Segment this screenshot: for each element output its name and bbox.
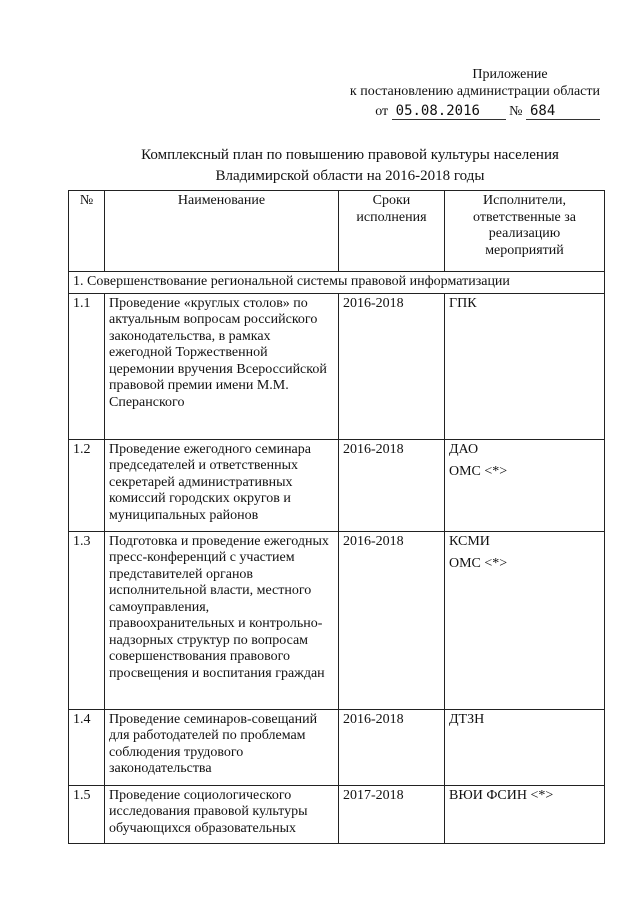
executor: ДТЗН: [449, 711, 485, 727]
document-title: [60, 145, 640, 187]
plan-table: [68, 190, 605, 844]
row-name: Проведение «круглых столов» по актуальным вопросам российского законодательства, в рамках ежегодной Торжественной церемонии вручения Всероссийской правовой премии имени М.М. Сперанского: [105, 293, 339, 439]
header-term: Сроки исполнения: [339, 191, 445, 272]
executor: ОМС <*>: [449, 464, 508, 479]
appendix-label: Приложение: [472, 67, 548, 82]
row-executors: [445, 293, 605, 439]
row-name: Проведение семинаров-совещаний для работодателей по проблемам соблюдения трудового законодательства: [105, 709, 339, 785]
row-number: 1.5: [69, 785, 105, 843]
executor: ГПК: [449, 295, 477, 311]
decree-date-number: [300, 102, 600, 122]
section-title: 1. Совершенствование региональной системы правовой информатизации: [69, 272, 605, 294]
row-term: 2016-2018: [339, 439, 445, 531]
table-row: [69, 293, 605, 439]
executor: КСМИ: [449, 533, 490, 549]
row-executors: [445, 439, 605, 531]
number-label: №: [509, 104, 523, 119]
row-number: 1.4: [69, 709, 105, 785]
row-number: 1.3: [69, 531, 105, 709]
row-number: 1.2: [69, 439, 105, 531]
header-name: Наименование: [105, 191, 339, 272]
executor: ДАО: [449, 441, 479, 457]
row-executors: [445, 785, 605, 843]
table-row: [69, 785, 605, 843]
header-executors: Исполнители, ответственные за реализацию мероприятий: [445, 191, 605, 272]
section-row: [69, 272, 605, 294]
appendix-block: [300, 66, 600, 122]
row-term: 2017-2018: [339, 785, 445, 843]
row-name: Проведение социологического исследования правовой культуры обучающихся образовательных: [105, 785, 339, 843]
row-name: Проведение ежегодного семинара председателей и ответственных секретарей административных комиссий городских округов и муниципальных районов: [105, 439, 339, 531]
decree-date: 05.08.2016: [392, 103, 506, 120]
row-term: 2016-2018: [339, 531, 445, 709]
appendix-decree-ref: к постановлению администрации области: [349, 84, 600, 99]
from-label: от: [375, 104, 389, 119]
table-row: [69, 709, 605, 785]
table-row: [69, 531, 605, 709]
table-header-row: [69, 191, 605, 272]
executor: ОМС <*>: [449, 556, 508, 571]
row-executors: [445, 531, 605, 709]
header-number: №: [69, 191, 105, 272]
table-row: [69, 439, 605, 531]
row-executors: [445, 709, 605, 785]
title-line-1: Комплексный план по повышению правовой культуры населения: [141, 147, 559, 163]
row-term: 2016-2018: [339, 293, 445, 439]
decree-number: 684: [526, 103, 600, 120]
executor: ВЮИ ФСИН <*>: [449, 787, 554, 803]
title-line-2: Владимирской области на 2016-2018 годы: [215, 168, 485, 184]
row-name: Подготовка и проведение ежегодных пресс-конференций с участием представителей органов исполнительной власти, местного самоуправления, правоохранительных и контрольно-надзорных структур по вопросам совершенствования правового просвещения и воспитания граждан: [105, 531, 339, 709]
row-term: 2016-2018: [339, 709, 445, 785]
row-number: 1.1: [69, 293, 105, 439]
